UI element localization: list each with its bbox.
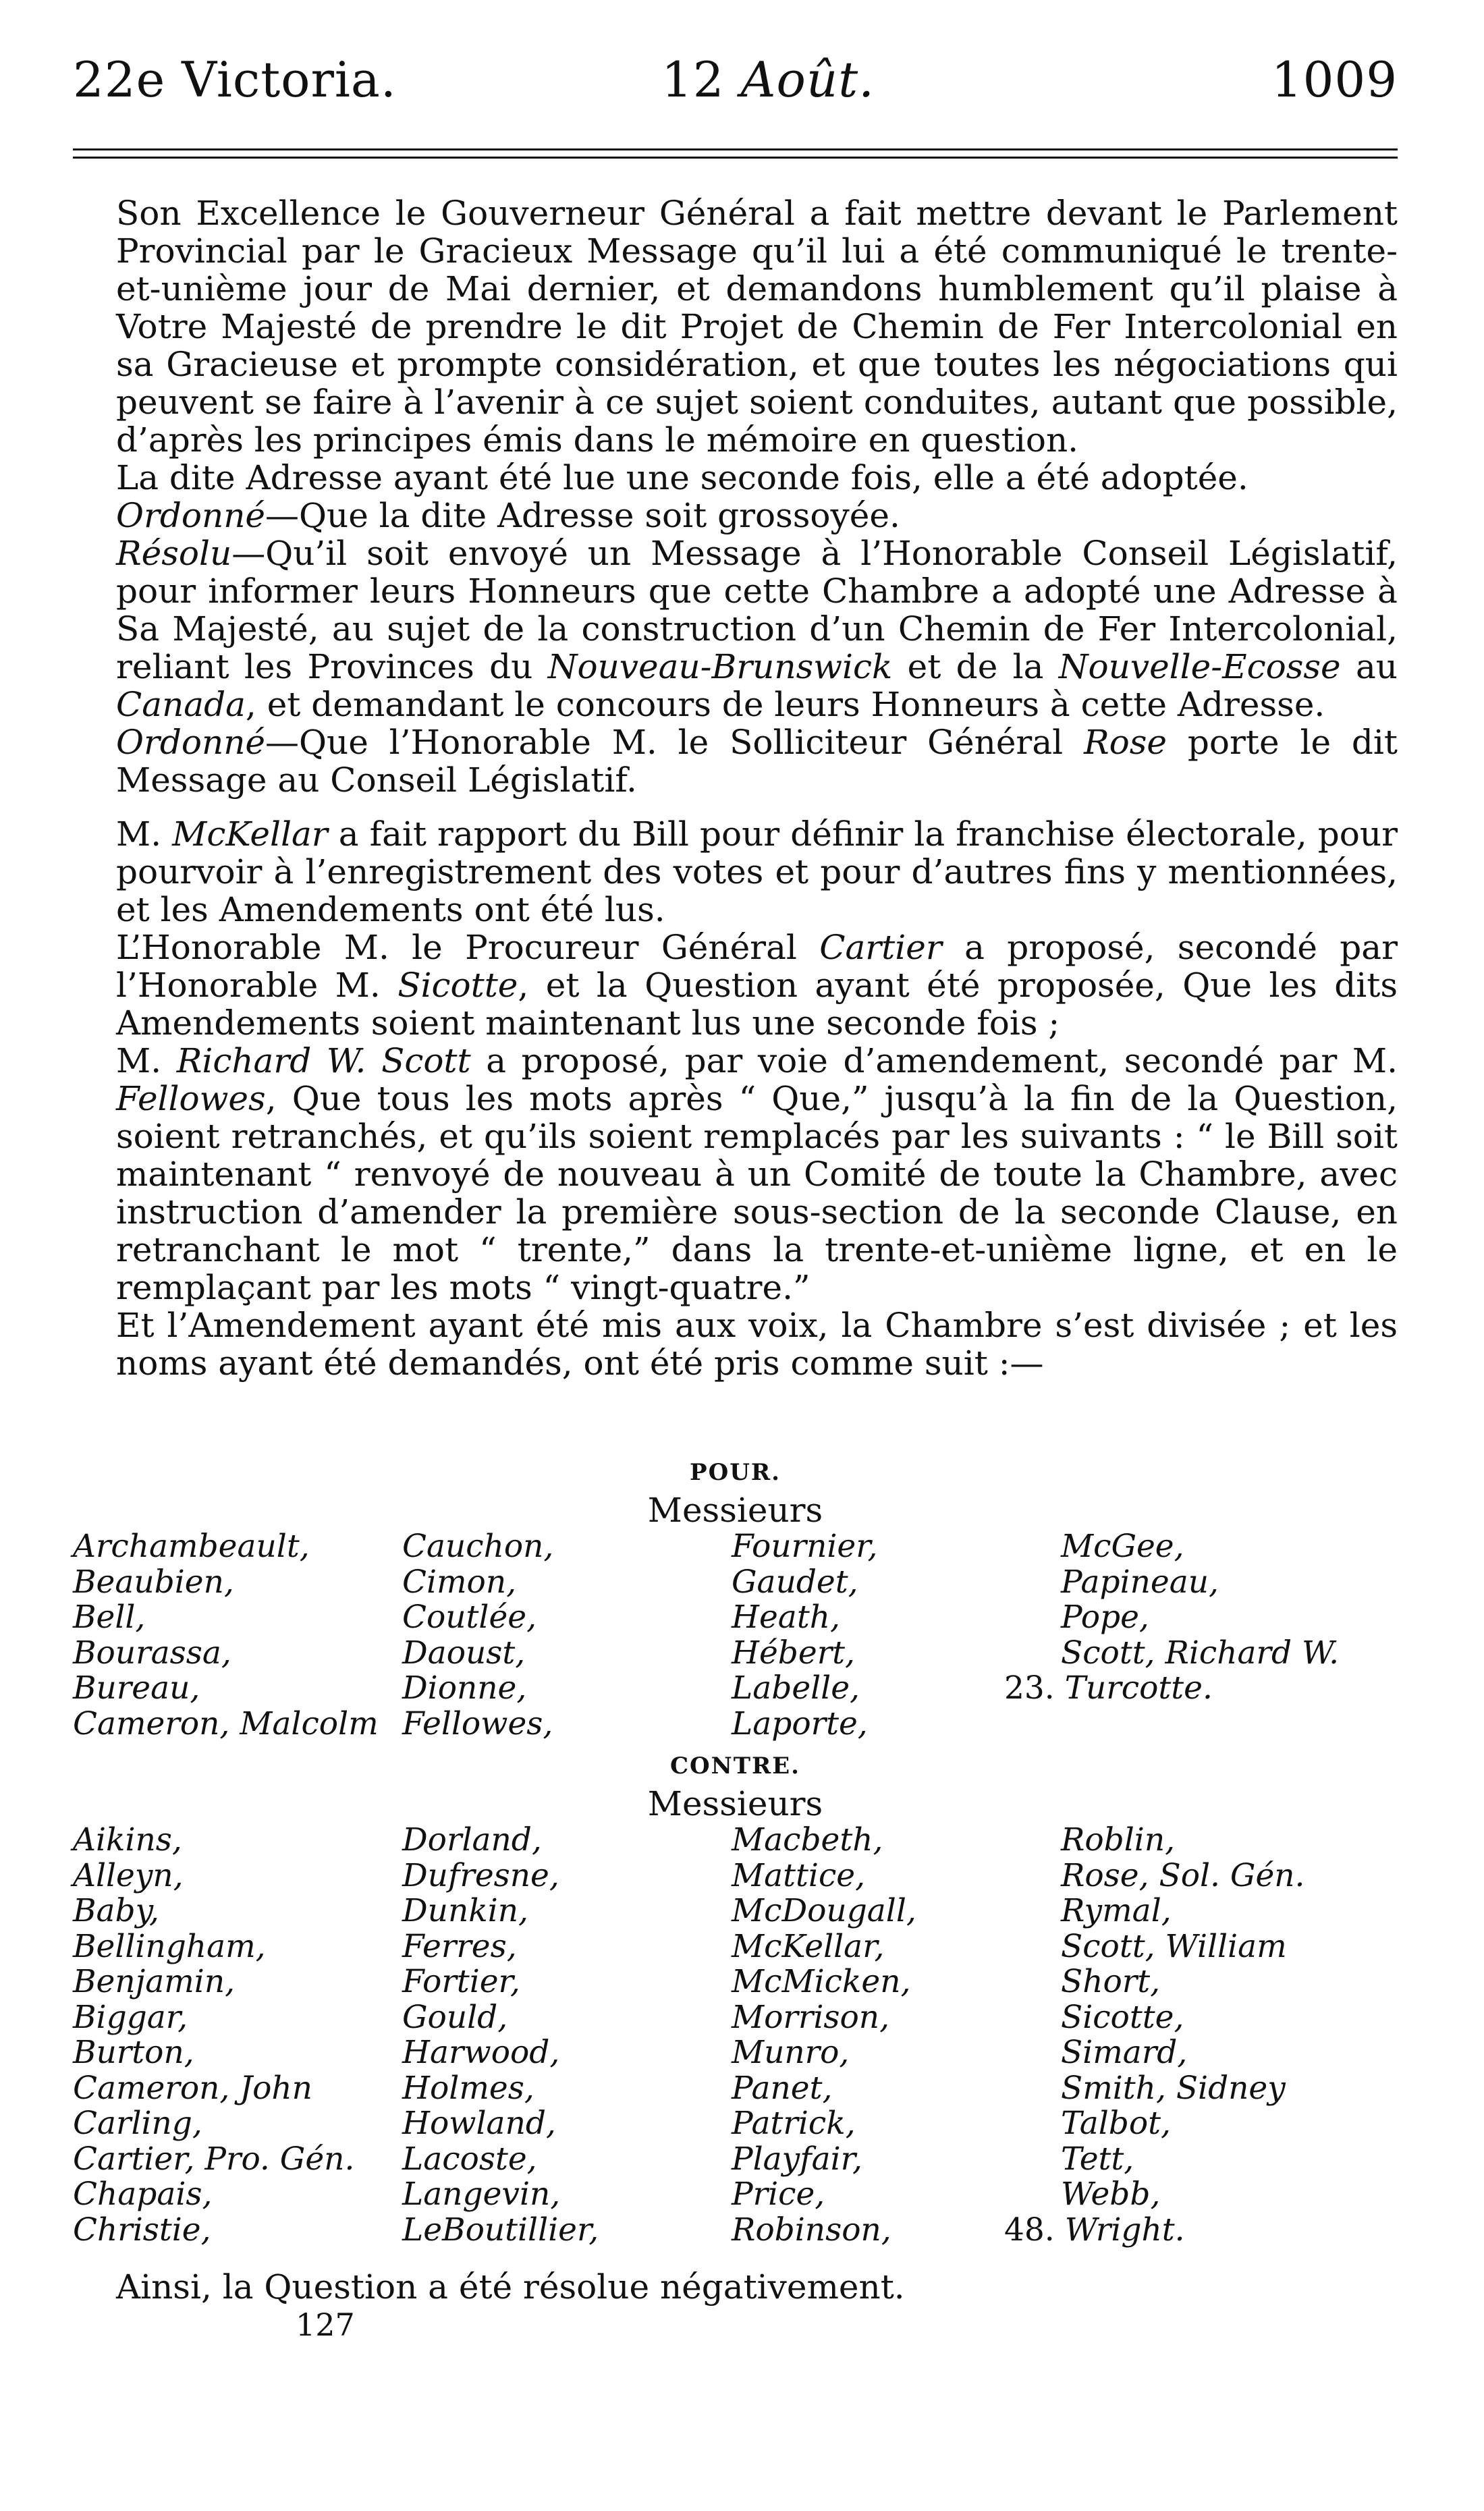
resolved-text: —Qu’il soit envoyé un Message à l’Honorable Conseil Législatif, pour informer leurs Honneurs que cette Chambre a adopté une Adresse à Sa Majesté, au sujet de la construction d’un Chemin de Fer Intercolonial, reliant les Provinces du bbox=[116, 534, 1398, 686]
member-name bbox=[732, 2035, 1061, 2071]
member-name-text: Macbeth, bbox=[732, 1821, 883, 1858]
member-name-text: Patrick, bbox=[732, 2105, 856, 2142]
member-name-text: Dorland, bbox=[402, 1821, 542, 1858]
member-name-text: Bureau, bbox=[73, 1670, 200, 1707]
name-cartier: Cartier bbox=[819, 928, 942, 967]
member-name-text: Gould, bbox=[402, 1998, 508, 2036]
amendment-text: M. bbox=[116, 1041, 177, 1080]
member-name-text: Coutlée, bbox=[402, 1599, 537, 1636]
vote-count: 23. bbox=[1004, 1670, 1065, 1707]
ordered-label: Ordonné bbox=[116, 723, 265, 762]
member-name-text: Cameron, John bbox=[73, 2069, 312, 2107]
member-name bbox=[73, 2213, 402, 2248]
page-number: 1009 bbox=[1271, 51, 1398, 108]
member-name bbox=[73, 1929, 402, 1965]
member-name-text: Cameron, Malcolm bbox=[73, 1705, 379, 1742]
member-name bbox=[732, 1565, 1061, 1601]
member-name bbox=[732, 1636, 1061, 1672]
member-name-text: Playfair, bbox=[732, 2140, 862, 2178]
member-name-text: Turcotte. bbox=[1064, 1670, 1213, 1707]
member-name-text: Gaudet, bbox=[732, 1563, 858, 1601]
member-name bbox=[73, 1858, 402, 1894]
member-name bbox=[1061, 1964, 1390, 2000]
member-name-text: Lacoste, bbox=[402, 2140, 537, 2178]
member-name bbox=[1061, 2106, 1390, 2142]
member-name-text: Langevin, bbox=[402, 2176, 561, 2213]
motion-text: a proposé, secondé par l’Honorable M. bbox=[116, 928, 1398, 1005]
report-text: M. bbox=[116, 815, 173, 854]
member-name-text: Harwood, bbox=[402, 2034, 560, 2071]
member-name-text: Sicotte, bbox=[1061, 1998, 1184, 2036]
date-month: Août. bbox=[740, 51, 875, 108]
member-name bbox=[1061, 1600, 1390, 1636]
member-name bbox=[1004, 1671, 1390, 1707]
member-name-text: Bourassa, bbox=[73, 1634, 231, 1672]
member-name-text: Smith, Sidney bbox=[1061, 2069, 1286, 2107]
member-name-text: Alleyn, bbox=[73, 1856, 184, 1894]
pour-heading: POUR. bbox=[690, 1459, 781, 1486]
member-name bbox=[732, 1600, 1061, 1636]
member-name bbox=[402, 1964, 732, 2000]
member-name bbox=[402, 1636, 732, 1672]
paragraph-gap bbox=[73, 799, 1398, 815]
paragraph-message bbox=[73, 723, 1398, 799]
member-name-text: McDougall, bbox=[732, 1892, 916, 1929]
member-name-text: Dunkin, bbox=[402, 1892, 528, 1929]
member-name bbox=[1004, 2213, 1390, 2248]
member-name bbox=[732, 1858, 1061, 1894]
paragraph-division: Et l’Amendement ayant été mis aux voix, la Chambre s’est divisée ; et les noms ayant été demandés, ont été pris comme suit :— bbox=[116, 1306, 1398, 1383]
name-scott: Richard W. Scott bbox=[176, 1041, 471, 1080]
member-name-text: Dufresne, bbox=[402, 1856, 559, 1894]
member-name-text: Daoust, bbox=[402, 1634, 526, 1672]
resolved-text: au bbox=[1340, 647, 1398, 686]
member-name bbox=[73, 2106, 402, 2142]
resolved-text: , et demandant le concours de leurs Honneurs à cette Adresse. bbox=[245, 685, 1325, 724]
member-name bbox=[1061, 1894, 1390, 1929]
member-name-text: Biggar, bbox=[73, 1998, 188, 2036]
member-name bbox=[402, 1894, 732, 1929]
amendment-text: , Que tous les mots après “ Que,” jusqu’à la fin de la Question, soient retranchés, et qu’ils soient remplacés par les suivants : “ le Bill soit maintenant “ renvoyé de nouveau à un Comité de toute la Chambre, avec instruction d’amender la première sous-section de la seconde Clause, en retranchant le mot “ trente,” dans la trente-et-unième ligne, et en le remplaçant par les mots “ vingt-quatre.” bbox=[116, 1079, 1398, 1307]
member-name-text: Pope, bbox=[1061, 1599, 1149, 1636]
member-name-text: Labelle, bbox=[732, 1670, 860, 1707]
member-name bbox=[73, 2071, 402, 2107]
paragraph-engrossed bbox=[73, 497, 1398, 534]
member-name-text: Mattice, bbox=[732, 1856, 866, 1894]
member-name-text: Rymal, bbox=[1061, 1892, 1172, 1929]
paragraph-adopted: La dite Adresse ayant été lue une seconde fois, elle a été adoptée. bbox=[116, 458, 1248, 497]
member-name bbox=[732, 1894, 1061, 1929]
member-name-text: Price, bbox=[732, 2176, 825, 2213]
member-name-text: Scott, William bbox=[1061, 1927, 1287, 1965]
header-rule-bottom bbox=[73, 157, 1398, 159]
member-name bbox=[73, 1671, 402, 1707]
member-name-text: Roblin, bbox=[1061, 1821, 1176, 1858]
member-name-text: Cauchon, bbox=[402, 1528, 554, 1565]
member-name-text: McKellar, bbox=[732, 1927, 885, 1965]
amendment-text: a proposé, par voie d’amendement, secondé par M. bbox=[470, 1041, 1398, 1080]
province-nb: Nouveau-Brunswick bbox=[547, 647, 893, 686]
member-name-text: Tett, bbox=[1061, 2140, 1134, 2178]
member-name bbox=[73, 2000, 402, 2036]
member-name-text: Laporte, bbox=[732, 1705, 868, 1742]
member-name bbox=[73, 1600, 402, 1636]
member-name-text: Bellingham, bbox=[73, 1927, 266, 1965]
member-name bbox=[732, 2071, 1061, 2107]
member-name bbox=[73, 1636, 402, 1672]
member-name bbox=[1061, 1529, 1390, 1565]
report-text: a fait rapport du Bill pour définir la franchise électorale, pour pourvoir à l’enregistrement des votes et pour d’autres fins y mentionnées, et les Amendements ont été lus. bbox=[116, 815, 1398, 929]
resolved-label: Résolu bbox=[116, 534, 232, 573]
member-name-text: Carling, bbox=[73, 2105, 202, 2142]
member-name-text: McMicken, bbox=[732, 1963, 911, 2000]
member-name bbox=[1061, 2000, 1390, 2036]
date-day: 12 bbox=[661, 51, 725, 108]
member-name bbox=[732, 1823, 1061, 1858]
member-name bbox=[73, 2142, 402, 2178]
member-name bbox=[402, 2071, 732, 2107]
name-mckellar: McKellar bbox=[172, 815, 328, 854]
member-name-text: Bell, bbox=[73, 1599, 146, 1636]
member-name bbox=[402, 1671, 732, 1707]
member-name bbox=[1061, 1636, 1390, 1672]
paragraph-address: Son Excellence le Gouverneur Général a fait mettre devant le Parlement Provincial par le Gracieux Message qu’il lui a été communiqué le trente-et-unième jour de Mai dernier, et demandons humblement qu’il plaise à Votre Majesté de prendre le dit Projet de Chemin de Fer Intercolonial en sa Gracieuse et prompte considération, et que toutes les négociations qui peuvent se faire à l’avenir à ce sujet soient conduites, autant que possible, d’après les principes émis dans le mémoire en question. bbox=[116, 194, 1398, 460]
member-name-text: Talbot, bbox=[1061, 2105, 1171, 2142]
member-name bbox=[1061, 2142, 1390, 2178]
ordered-text: —Que l’Honorable M. le Solliciteur Général bbox=[265, 723, 1084, 762]
member-name bbox=[402, 2000, 732, 2036]
name-rose: Rose bbox=[1084, 723, 1167, 762]
member-name-text: Cimon, bbox=[402, 1563, 517, 1601]
member-name bbox=[1061, 2035, 1390, 2071]
member-name-text: Papineau, bbox=[1061, 1563, 1219, 1601]
member-name-text: Burton, bbox=[73, 2034, 194, 2071]
member-name bbox=[73, 1565, 402, 1601]
member-name bbox=[73, 2035, 402, 2071]
member-name-text: Heath, bbox=[732, 1599, 840, 1636]
member-name bbox=[402, 1529, 732, 1565]
member-name-text: Fournier, bbox=[732, 1528, 878, 1565]
header-rule-top bbox=[73, 148, 1398, 150]
member-name bbox=[73, 1964, 402, 2000]
vote-count: 48. bbox=[1004, 2211, 1065, 2248]
member-name-text: Rose, Sol. Gén. bbox=[1061, 1856, 1305, 1894]
motion-text: L’Honorable M. le Procureur Général bbox=[116, 928, 820, 967]
name-sicotte: Sicotte bbox=[397, 966, 518, 1005]
member-name bbox=[402, 1858, 732, 1894]
member-name-text: Fellowes, bbox=[402, 1705, 553, 1742]
member-name bbox=[402, 2035, 732, 2071]
member-name-text: Ferres, bbox=[402, 1927, 517, 1965]
province-ca: Canada bbox=[116, 685, 246, 724]
member-name bbox=[402, 1565, 732, 1601]
member-name bbox=[402, 2213, 732, 2248]
member-name-text: Cartier, Pro. Gén. bbox=[73, 2140, 355, 2178]
member-name bbox=[73, 1707, 402, 1742]
member-name bbox=[1061, 2071, 1390, 2107]
member-name bbox=[732, 2177, 1061, 2213]
paragraph-resolved bbox=[73, 534, 1398, 723]
member-name-text: Morrison, bbox=[732, 1998, 890, 2036]
running-head-session: 22e Victoria. bbox=[73, 51, 397, 108]
body-text bbox=[73, 194, 1398, 1382]
member-name bbox=[1061, 1929, 1390, 1965]
member-name-text: McGee, bbox=[1061, 1528, 1184, 1565]
member-name bbox=[732, 1964, 1061, 2000]
member-name bbox=[73, 1529, 402, 1565]
ordered-text: porte le dit Message au Conseil Législatif. bbox=[116, 723, 1398, 800]
paragraph-report bbox=[73, 815, 1398, 929]
province-ne: Nouvelle-Ecosse bbox=[1058, 647, 1341, 686]
member-name-text: Short, bbox=[1061, 1963, 1161, 2000]
member-name-text: LeBoutillier, bbox=[402, 2211, 599, 2248]
member-name-text: Scott, Richard W. bbox=[1061, 1634, 1340, 1672]
member-name-text: Aikins, bbox=[73, 1821, 182, 1858]
member-name-text: Beaubien, bbox=[73, 1563, 234, 1601]
member-name bbox=[73, 1894, 402, 1929]
signature-folio: 127 bbox=[296, 2307, 355, 2343]
member-name-text: Webb, bbox=[1061, 2176, 1161, 2213]
running-head-date bbox=[661, 51, 875, 108]
contre-heading: CONTRE. bbox=[669, 1753, 801, 1779]
member-name bbox=[732, 2142, 1061, 2178]
paragraph-motion bbox=[73, 929, 1398, 1042]
member-name bbox=[1061, 1858, 1390, 1894]
division-list bbox=[73, 1454, 1398, 2344]
member-name bbox=[1061, 1823, 1390, 1858]
member-name bbox=[73, 2177, 402, 2213]
member-name bbox=[732, 2000, 1061, 2036]
member-name bbox=[732, 1529, 1061, 1565]
member-name bbox=[402, 2142, 732, 2178]
paragraph-result: Ainsi, la Question a été résolue négativement. bbox=[116, 2267, 905, 2307]
member-name bbox=[402, 1600, 732, 1636]
member-name bbox=[73, 1823, 402, 1858]
member-name bbox=[402, 1929, 732, 1965]
member-name-text: Panet, bbox=[732, 2069, 833, 2107]
member-name bbox=[402, 2106, 732, 2142]
member-name-text: Munro, bbox=[732, 2034, 850, 2071]
motion-text: , et la Question ayant été proposée, Que les dits Amendements soient maintenant lus une seconde fois ; bbox=[116, 966, 1398, 1043]
ordered-label: Ordonné bbox=[116, 496, 265, 535]
member-name-text: Fortier, bbox=[402, 1963, 520, 2000]
name-fellowes: Fellowes bbox=[116, 1079, 266, 1118]
member-name-text: Christie, bbox=[73, 2211, 211, 2248]
member-name-text: Robinson, bbox=[732, 2211, 891, 2248]
member-name bbox=[402, 2177, 732, 2213]
member-name bbox=[732, 2106, 1061, 2142]
member-name-text: Wright. bbox=[1064, 2211, 1185, 2248]
pour-names bbox=[73, 1529, 1398, 1742]
paragraph-amendment bbox=[73, 1042, 1398, 1306]
member-name-text: Baby, bbox=[73, 1892, 159, 1929]
pour-messieurs: Messieurs bbox=[647, 1491, 823, 1530]
member-name bbox=[732, 1707, 1061, 1742]
member-name-text: Chapais, bbox=[73, 2176, 213, 2213]
member-name-text: Benjamin, bbox=[73, 1963, 236, 2000]
member-name bbox=[1061, 1707, 1390, 1742]
member-name bbox=[402, 1707, 732, 1742]
member-name-text: Dionne, bbox=[402, 1670, 527, 1707]
member-name bbox=[732, 1929, 1061, 1965]
member-name bbox=[1061, 2177, 1390, 2213]
member-name-text: Hébert, bbox=[732, 1634, 855, 1672]
member-name-text: Simard, bbox=[1061, 2034, 1188, 2071]
contre-names bbox=[73, 1823, 1398, 2248]
member-name bbox=[402, 1823, 732, 1858]
contre-messieurs: Messieurs bbox=[647, 1784, 823, 1823]
ordered-text: —Que la dite Adresse soit grossoyée. bbox=[265, 496, 900, 535]
member-name-text: Holmes, bbox=[402, 2069, 534, 2107]
member-name bbox=[1061, 1565, 1390, 1601]
member-name-text: Archambeault, bbox=[73, 1528, 310, 1565]
member-name-text: Howland, bbox=[402, 2105, 556, 2142]
resolved-text: et de la bbox=[892, 647, 1059, 686]
